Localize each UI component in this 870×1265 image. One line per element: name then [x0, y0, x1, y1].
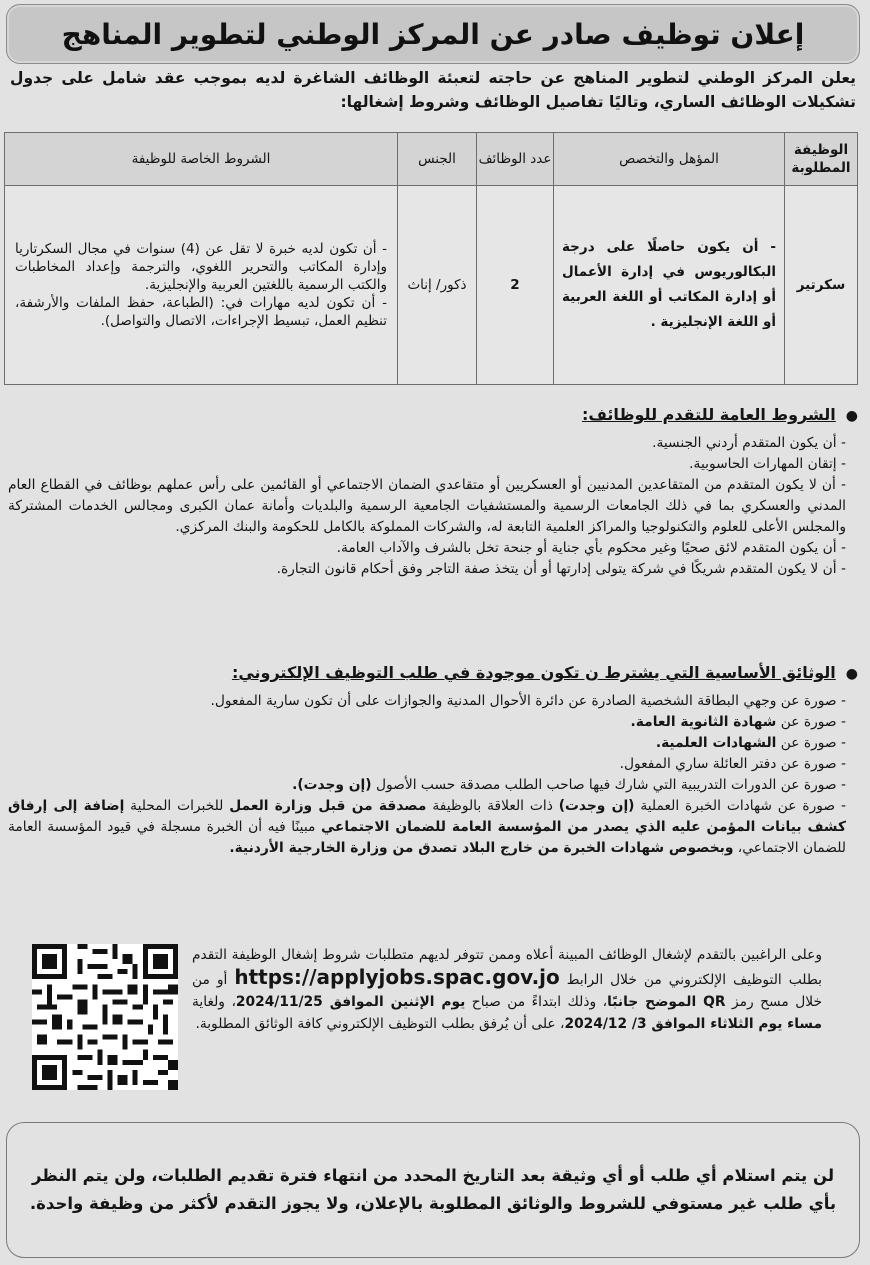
condition-experience: - أن تكون لديه خبرة لا تقل عن (4) سنوات في مجال السكرتاريا وإدارة المكاتب والتحرير اللغوي، والترجمة وإعداد المخاطبات والكتب الرسمية باللغتين العربية والإنجليزية.	[15, 241, 387, 293]
general-conditions-title: ●الشروط العامة للتقدم للوظائف:	[8, 404, 858, 427]
list-item: - صورة عن الدورات التدريبية التي شارك فيها صاحب الطلب مصدقة حسب الأصول (إن وجدت).	[8, 775, 846, 796]
count-cell: 2	[477, 186, 554, 385]
list-item: - إتقان المهارات الحاسوبية.	[8, 454, 846, 475]
list-item: - صورة عن شهادات الخبرة العملية (إن وجدت) ذات العلاقة بالوظيفة مصدقة من قبل وزارة العمل للخبرات المحلية إضافة إلى إرفاق كشف بيانات المؤمن عليه الذي يصدر من المؤسسة العامة للضمان الاجتماعي مبينًا فيه أن الخبرة مسجلة في قيود المؤسسة العامة للضمان الاجتماعي، وبخصوص شهادات الخبرة من خارج البلاد تصدق من وزارة الخارجية الأردنية.	[8, 796, 846, 859]
bullet-icon: ●	[845, 408, 858, 424]
documents-title: ●الوثائق الأساسية التي يشترط ن تكون موجودة في طلب التوظيف الإلكتروني:	[8, 662, 858, 685]
jobs-table	[4, 132, 858, 385]
page-title: إعلان توظيف صادر عن المركز الوطني لتطوير المناهج	[61, 17, 805, 51]
list-item: - صورة عن الشهادات العلمية.	[8, 733, 846, 754]
title-banner	[6, 4, 860, 64]
footer-notice-box	[6, 1122, 860, 1258]
header-gender: الجنس	[398, 133, 477, 186]
documents-list	[8, 691, 858, 859]
header-count: عدد الوظائف	[477, 133, 554, 186]
qr-code-icon[interactable]	[32, 944, 178, 1090]
list-item: - صورة عن دفتر العائلة ساري المفعول.	[8, 754, 846, 775]
table-row	[5, 186, 858, 385]
header-qualification: المؤهل والتخصص	[554, 133, 785, 186]
job-title-cell: سكرتير	[785, 186, 858, 385]
condition-skills: - أن تكون لديه مهارات في: (الطباعة، حفظ الملفات والأرشفة، تنظيم العمل، تبسيط الإجراءات، الاتصال والتواصل).	[15, 295, 387, 329]
list-item: - صورة عن وجهي البطاقة الشخصية الصادرة عن دائرة الأحوال المدنية والجوازات على أن تكون سارية المفعول.	[8, 691, 846, 712]
table-header-row	[5, 133, 858, 186]
list-item: - أن لا يكون المتقدم من المتقاعدين المدنيين أو العسكريين أو متقاعدي الضمان الاجتماعي أو القائمين على رأس عملهم بوظائف في القطاع العام المدني والعسكري بما في ذلك الجامعات الرسمية والمستشفيات الجامعية الرسمية والبلديات وأمانة عمان الكبرى ومجالس الخدمات المشتركة والمجلس الأعلى للعلوم والتكنولوجيا والمراكز العلمية التابعة له، والشركات المملوكة بالكامل للحكومة والبنك المركزي.	[8, 475, 846, 538]
list-item: - أن يكون المتقدم أردني الجنسية.	[8, 433, 846, 454]
apply-instructions: وعلى الراغبين بالتقدم لإشغال الوظائف المبينة أعلاه وممن تتوفر لديهم متطلبات شروط إشغال الوظيفة التقدم بطلب التوظيف الإلكتروني من خلال الرابط https://applyjobs.spac.gov.jo أو من خلال مسح رمز QR الموضح جانبًا، وذلك ابتداءً من صباح يوم الإثنين الموافق 2024/11/25، ولغاية مساء يوم الثلاثاء الموافق 3/ 2024/12، على أن يُرفق بطلب التوظيف الإلكتروني كافة الوثائق المطلوبة.	[192, 947, 822, 1032]
list-item: - أن لا يكون المتقدم شريكًا في شركة يتولى إدارتها أو أن يتخذ صفة التاجر وفق أحكام قانون التجارة.	[8, 559, 846, 580]
apply-link[interactable]: https://applyjobs.spac.gov.jo	[234, 965, 560, 989]
header-conditions: الشروط الخاصة للوظيفة	[5, 133, 398, 186]
general-conditions-section	[8, 404, 858, 580]
footer-notice: لن يتم استلام أي طلب أو أي وثيقة بعد التاريخ المحدد من انتهاء فترة تقديم الطلبات، ولن يتم النظر بأي طلب غير مستوفي للشروط والوثائق المطلوبة بالإعلان، ولا يجوز التقدم لأكثر من وظيفة واحدة.	[29, 1166, 837, 1213]
qualification-cell: - أن يكون حاصلًا على درجة البكالوريوس في إدارة الأعمال أو إدارة المكاتب أو اللغة العربية أو اللغة الإنجليزية .	[554, 186, 785, 385]
intro-paragraph: يعلن المركز الوطني لتطوير المناهج عن حاجته لتعبئة الوظائف الشاغرة لديه بموجب عقد شامل على جدول تشكيلات الوظائف الساري، وتاليًا تفاصيل الوظائف وشروط إشغالها:	[10, 69, 856, 111]
general-conditions-list	[8, 433, 858, 580]
header-job: الوظيفة المطلوبة	[785, 133, 858, 186]
list-item: - أن يكون المتقدم لائق صحيًا وغير محكوم بأي جناية أو جنحة تخل بالشرف والآداب العامة.	[8, 538, 846, 559]
bullet-icon: ●	[845, 666, 858, 682]
conditions-cell	[5, 186, 398, 385]
documents-section	[8, 662, 858, 859]
list-item: - صورة عن شهادة الثانوية العامة.	[8, 712, 846, 733]
gender-cell: ذكور/ إناث	[398, 186, 477, 385]
